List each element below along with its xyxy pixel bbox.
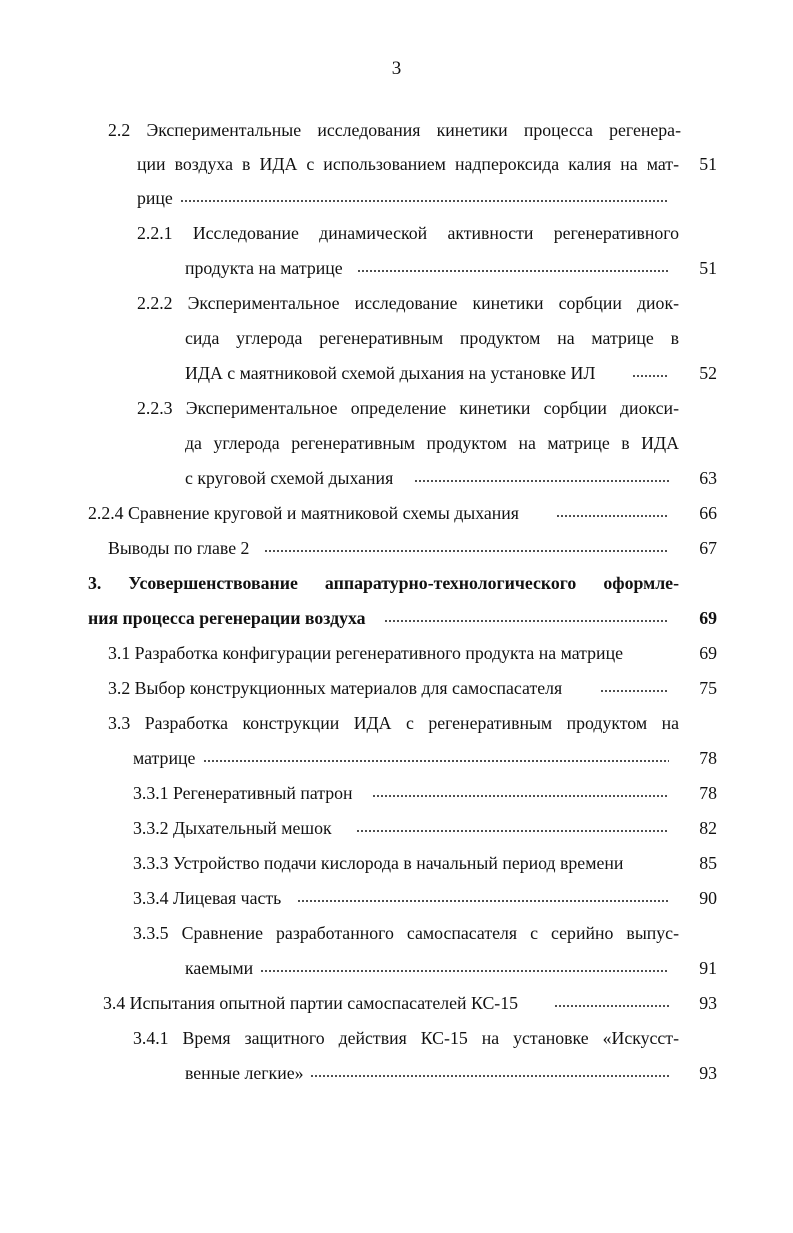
toc-entry-2-2-3-line-2: да углерода регенеративным продуктом на матрице в ИДА: [185, 433, 679, 453]
toc-page-conclusions-2: 67: [699, 538, 717, 558]
toc-leader-3-3-1: [372, 793, 669, 799]
toc-page-3-3-3: 85: [699, 853, 717, 873]
toc-leader-2-2-2: [632, 373, 669, 379]
toc-page-chapter-3: 69: [699, 608, 717, 628]
toc-leader-3-3-5: [260, 968, 669, 974]
toc-leader-3-3-2: [356, 828, 669, 834]
toc-entry-conclusions-2: Выводы по главе 2: [108, 538, 250, 558]
toc-entry-3-3-2: 3.3.2 Дыхательный мешок: [133, 818, 332, 838]
toc-entry-2-2-2-line-1: 2.2.2 Экспериментальное исследование кинетики сорбции диок-: [137, 293, 679, 313]
toc-page-3-3: 78: [699, 748, 717, 768]
toc-page-3-4-1: 93: [699, 1063, 717, 1083]
toc-leader-3-3: [203, 758, 669, 764]
toc-entry-2-2-line-3: рице: [137, 188, 173, 208]
toc-entry-2-2-line-1: 2.2 Экспериментальные исследования кинетики процесса регенера-: [108, 120, 681, 140]
toc-leader-3-2: [600, 688, 669, 694]
toc-entry-2-2-1-line-1: 2.2.1 Исследование динамической активности регенеративного: [137, 223, 679, 243]
toc-leader-2-2-1: [357, 268, 669, 274]
toc-leader-3-4-1: [310, 1073, 669, 1079]
toc-entry-2-2-4: 2.2.4 Сравнение круговой и маятниковой схемы дыхания: [88, 503, 519, 523]
toc-page-3-4: 93: [699, 993, 717, 1013]
toc-entry-2-2-line-2: ции воздуха в ИДА с использованием надпероксида калия на мат-: [137, 154, 679, 174]
toc-entry-2-2-2-line-3: ИДА с маятниковой схемой дыхания на установке ИЛ: [185, 363, 596, 383]
toc-page-2-2-1: 51: [699, 258, 717, 278]
toc-chapter-3-line-2: ния процесса регенерации воздуха: [88, 608, 366, 628]
toc-entry-2-2-1-line-2: продукта на матрице: [185, 258, 343, 278]
toc-page-2-2-4: 66: [699, 503, 717, 523]
toc-page-3-3-2: 82: [699, 818, 717, 838]
page-number: 3: [391, 58, 402, 79]
toc-entry-2-2-2-line-2: сида углерода регенеративным продуктом на матрице в: [185, 328, 679, 348]
toc-page-2-2-2: 52: [699, 363, 717, 383]
toc-leader-2-2-4: [556, 513, 669, 519]
toc-leader-2-2: [180, 198, 668, 204]
toc-entry-2-2-3-line-3: с круговой схемой дыхания: [185, 468, 394, 488]
toc-page-2-2-3: 63: [699, 468, 717, 488]
toc-leader-2-2-3: [414, 478, 669, 484]
toc-leader-conclusions-2: [264, 548, 669, 554]
toc-leader-chapter-3: [384, 618, 669, 624]
toc-chapter-3-line-1: 3. Усовершенствование аппаратурно-технологического оформле-: [88, 573, 679, 593]
toc-page-3-3-5: 91: [699, 958, 717, 978]
toc-entry-3-2: 3.2 Выбор конструкционных материалов для самоспасателя: [108, 678, 563, 698]
toc-entry-3-4-1-line-2: венные легкие»: [185, 1063, 304, 1083]
toc-page-3-1: 69: [699, 643, 717, 663]
toc-page-3-3-1: 78: [699, 783, 717, 803]
toc-entry-3-3-line-2: матрице: [133, 748, 196, 768]
toc-entry-3-3-5-line-1: 3.3.5 Сравнение разработанного самоспасателя с серийно выпус-: [133, 923, 679, 943]
toc-entry-3-1: 3.1 Разработка конфигурации регенеративного продукта на матрице: [108, 643, 623, 663]
toc-entry-3-3-1: 3.3.1 Регенеративный патрон: [133, 783, 353, 803]
toc-page-2-2: 51: [699, 154, 717, 174]
toc-entry-3-3-line-1: 3.3 Разработка конструкции ИДА с регенеративным продуктом на: [108, 713, 679, 733]
toc-leader-3-3-4: [297, 898, 669, 904]
toc-page-3-2: 75: [699, 678, 717, 698]
toc-page-3-3-4: 90: [699, 888, 717, 908]
toc-entry-3-4: 3.4 Испытания опытной партии самоспасателей КС-15: [103, 993, 519, 1013]
toc-entry-3-3-3: 3.3.3 Устройство подачи кислорода в начальный период времени: [133, 853, 624, 873]
toc-leader-3-4: [554, 1003, 669, 1009]
toc-entry-3-3-4: 3.3.4 Лицевая часть: [133, 888, 282, 908]
toc-entry-2-2-3-line-1: 2.2.3 Экспериментальное определение кинетики сорбции диокси-: [137, 398, 679, 418]
toc-entry-3-3-5-line-2: каемыми: [185, 958, 254, 978]
toc-entry-3-4-1-line-1: 3.4.1 Время защитного действия КС-15 на установке «Искусст-: [133, 1028, 679, 1048]
